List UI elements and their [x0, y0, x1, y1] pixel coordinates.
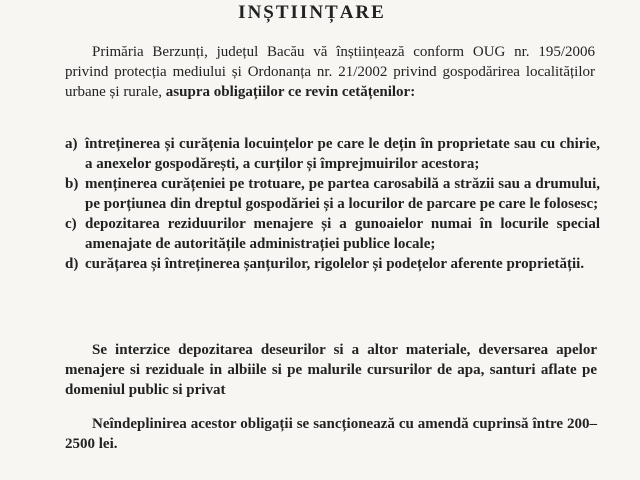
- list-item: [65, 134, 600, 174]
- intro-text: Primăria Berzunți, județul Bacău vă înștiințează conform OUG nr. 195/2006 privind protecția mediului și Ordonanța nr. 21/2002 privind gospodărirea localităților urbane și rurale,: [65, 44, 595, 100]
- prohibition-paragraph: [65, 340, 597, 400]
- sanction-text: Neîndeplinirea acestor obligații se sancționează cu amendă cuprinsă între 200–2500 lei.: [65, 416, 597, 452]
- prohibition-text: Se interzice depozitarea deseurilor si a altor materiale, deversarea apelor menajere si reziduale in albiile si pe malurile cursurilor de apa, santuri aflate pe domeniul public si privat: [65, 342, 597, 398]
- document-title: INȘTIINȚARE: [238, 2, 386, 23]
- item-text: curățarea și întreținerea șanțurilor, rigolelor și podețelor aferente proprietății.: [85, 256, 585, 272]
- item-marker: d): [65, 256, 79, 272]
- list-item: [65, 174, 600, 214]
- item-text: menținerea curățeniei pe trotuare, pe partea carosabilă a străzii sau a drumului, pe porțiunea din dreptul gospodăriei și a locurilor de parcare pe care le folosesc;: [85, 176, 600, 212]
- intro-emphasis: asupra obligațiilor ce revin cetățenilor:: [165, 84, 416, 100]
- list-item: [65, 254, 600, 274]
- sanction-paragraph: [65, 414, 597, 454]
- item-marker: b): [65, 176, 79, 192]
- item-marker: a): [65, 136, 78, 152]
- item-text: întreținerea și curățenia locuințelor pe care le dețin în proprietate sau cu chirie, a anexelor gospodărești, a curților și împrejmuirilor acestora;: [85, 136, 600, 172]
- intro-paragraph: [65, 42, 595, 102]
- item-text: depozitarea reziduurilor menajere și a gunoaielor numai în locurile special amenajate de autoritățile administrației publice locale;: [85, 216, 600, 252]
- list-item: [65, 214, 600, 254]
- item-marker: c): [65, 216, 77, 232]
- obligations-list: [65, 134, 600, 274]
